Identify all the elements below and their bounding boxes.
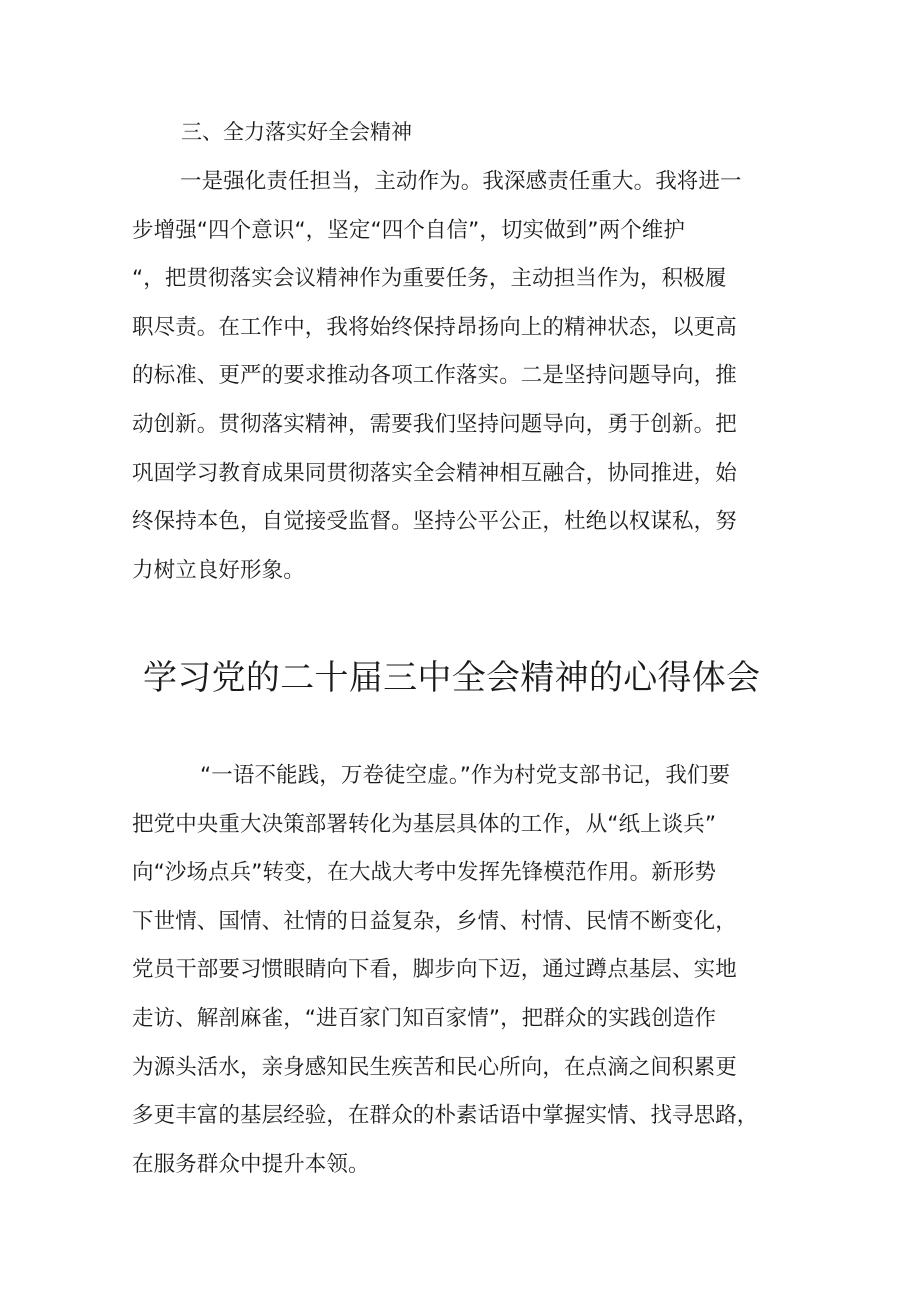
paragraph-line: 的标准、更严的要求推动各项工作落实。二是坚持问题导向，推 <box>132 363 737 389</box>
section-heading: 三、全力落实好全会精神 <box>181 120 412 144</box>
paragraph-line: 力树立良好形象。 <box>132 557 305 583</box>
paragraph-line: 职尽责。在工作中，我将始终保持昂扬向上的精神状态，以更高 <box>132 314 737 340</box>
paragraph-line: 走访、解剖麻雀，“进百家门知百家情”，把群众的实践创造作 <box>132 1005 717 1031</box>
paragraph-line: 步增强“四个意识“，坚定“四个自信”，切实做到”两个维护 <box>132 217 685 243</box>
paragraph-line: “，把贯彻落实会议精神作为重要任务，主动担当作为，积极履 <box>132 266 727 292</box>
paragraph-line: 一是强化责任担当，主动作为。我深感责任重大。我将进一 <box>180 169 742 194</box>
paragraph-line: 在服务群众中提升本领。 <box>132 1151 370 1177</box>
paragraph-line: “一语不能践，万卷徒空虚。”作为村党支部书记，我们要 <box>200 763 731 788</box>
paragraph-line: 下世情、国情、社情的日益复杂，乡情、村情、民情不断变化， <box>132 908 737 934</box>
paragraph-line: 动创新。贯彻落实精神，需要我们坚持问题导向，勇于创新。把 <box>132 411 737 437</box>
paragraph-line: 巩固学习教育成果同贯彻落实全会精神相互融合，协同推进，始 <box>132 460 737 486</box>
paragraph-line: 向“沙场点兵”转变，在大战大考中发挥先锋模范作用。新形势 <box>132 860 717 886</box>
article-title: 学习党的二十届三中全会精神的心得体会 <box>143 658 761 698</box>
article-paragraph <box>132 752 792 1189</box>
paragraph-line: 多更丰富的基层经验，在群众的朴素话语中掌握实情、找寻思路， <box>132 1103 759 1129</box>
paragraph-line: 党员干部要习惯眼睛向下看，脚步向下迈，通过蹲点基层、实地 <box>132 957 737 983</box>
paragraph-line: 为源头活水，亲身感知民生疾苦和民心所向，在点滴之间积累更 <box>132 1054 737 1080</box>
paragraph-line: 把党中央重大决策部署转化为基层具体的工作，从“纸上谈兵” <box>132 811 717 837</box>
section-paragraph <box>132 158 792 595</box>
paragraph-line: 终保持本色，自觉接受监督。坚持公平公正，杜绝以权谋私，努 <box>132 509 737 535</box>
